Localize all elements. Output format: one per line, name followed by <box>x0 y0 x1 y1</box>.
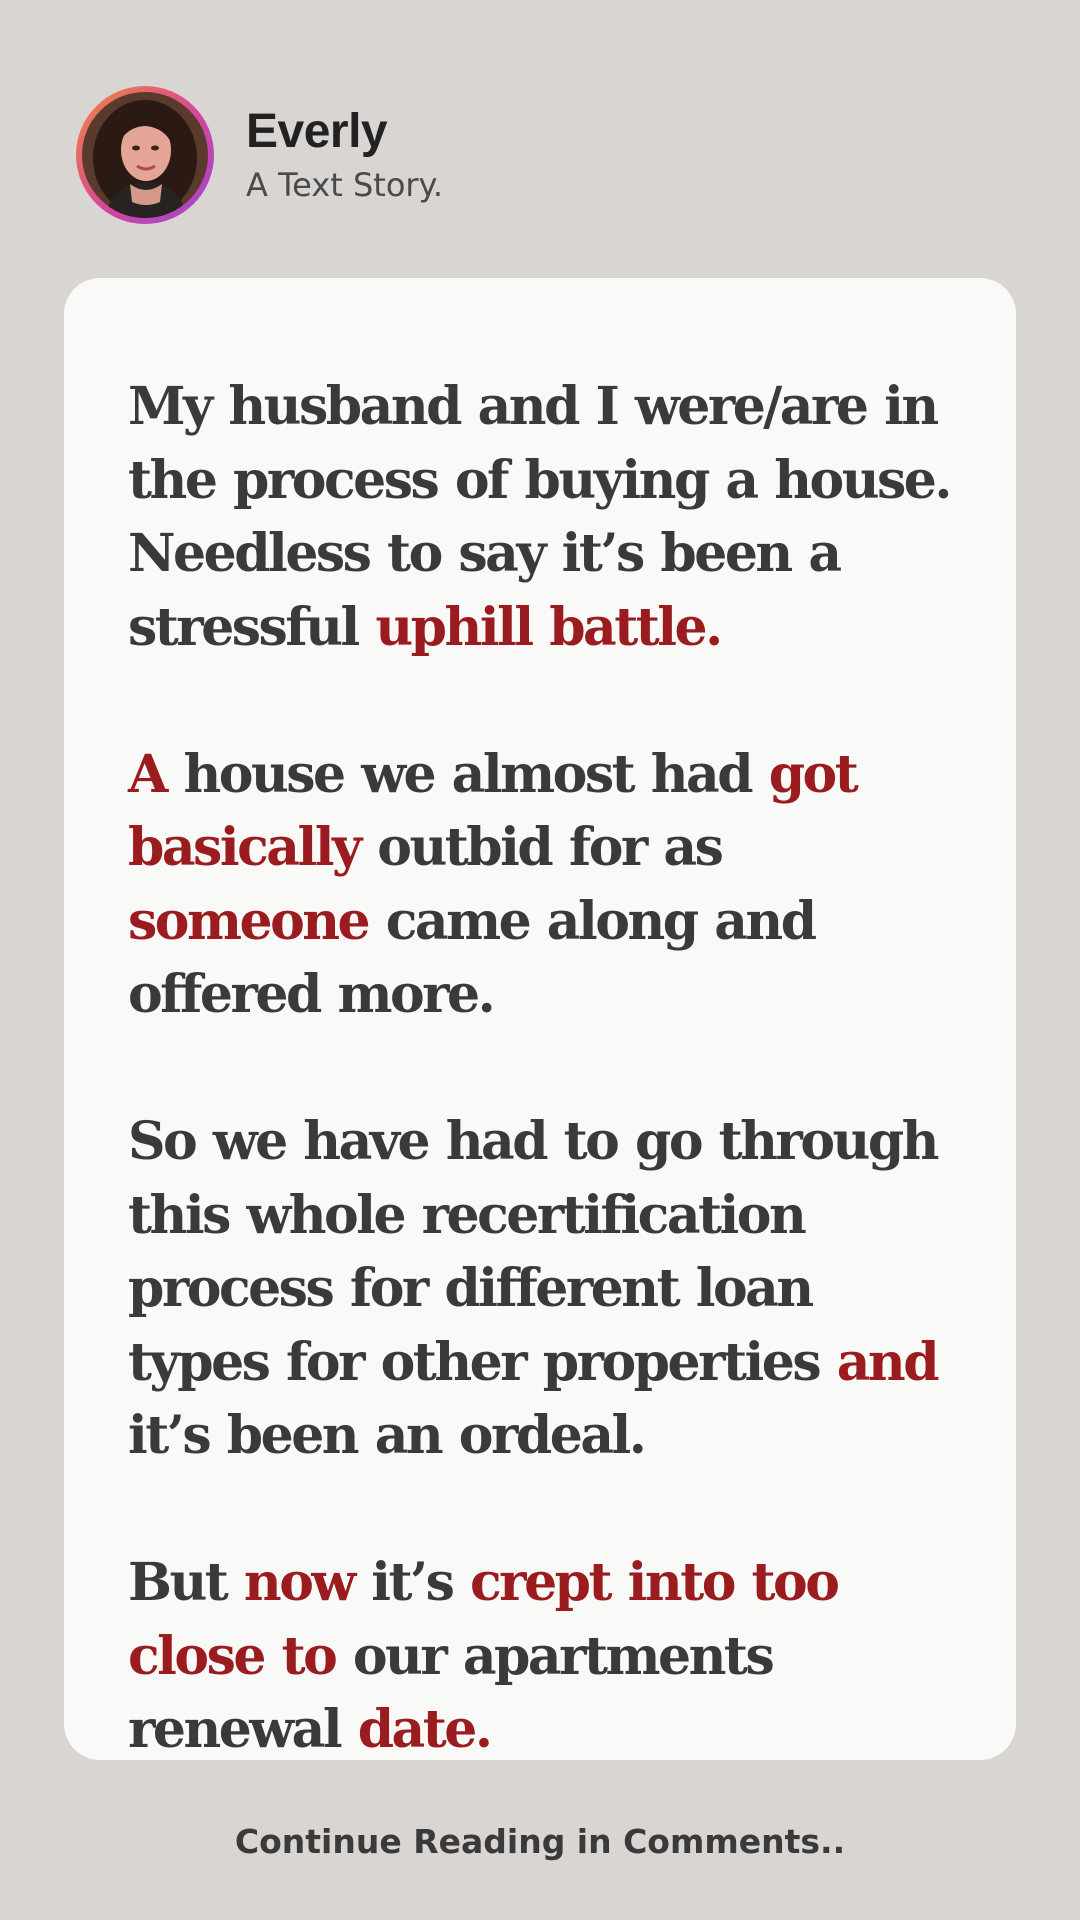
highlighted-text: someone <box>128 890 369 952</box>
avatar[interactable] <box>76 86 214 224</box>
story-text-segment: house we almost had <box>165 743 769 805</box>
author-name[interactable]: Everly <box>246 104 388 158</box>
highlighted-text: now <box>243 1552 354 1613</box>
story-paragraph <box>128 370 968 664</box>
story-paragraph <box>128 738 968 1032</box>
story-text-segment: it’s <box>353 1552 471 1613</box>
highlighted-text: crept into too close to <box>128 1552 838 1687</box>
continue-reading-label[interactable]: Continue Reading in Comments.. <box>234 1822 846 1861</box>
highlighted-text: got basically <box>128 743 857 878</box>
profile-photo <box>82 92 208 218</box>
story-text-segment: our apartments renewal <box>128 1625 773 1760</box>
highlighted-text: uphill battle. <box>375 596 721 658</box>
story-paragraph <box>128 1105 968 1473</box>
story-paragraph <box>128 1546 968 1767</box>
highlighted-text: and <box>836 1331 938 1393</box>
story-text-segment: So we have had to go through this whole recertification process for different loan types for other properties <box>128 1111 937 1393</box>
story-text-segment: But <box>128 1552 244 1613</box>
story-text-segment: came along and offered more. <box>128 890 815 1025</box>
story-text-segment: My husband and I were/are in the process of buying a house. Needless to say it’s been a stressful <box>128 376 950 658</box>
story-text <box>128 370 968 1767</box>
story-text-segment: outbid for as <box>359 817 722 878</box>
highlighted-text: A <box>128 743 166 805</box>
profile-header <box>76 86 443 224</box>
story-card <box>64 278 1016 1760</box>
highlighted-text: date. <box>357 1699 491 1760</box>
story-text-segment: it’s been an ordeal. <box>128 1405 645 1466</box>
story-subtitle: A Text Story. <box>246 166 444 205</box>
